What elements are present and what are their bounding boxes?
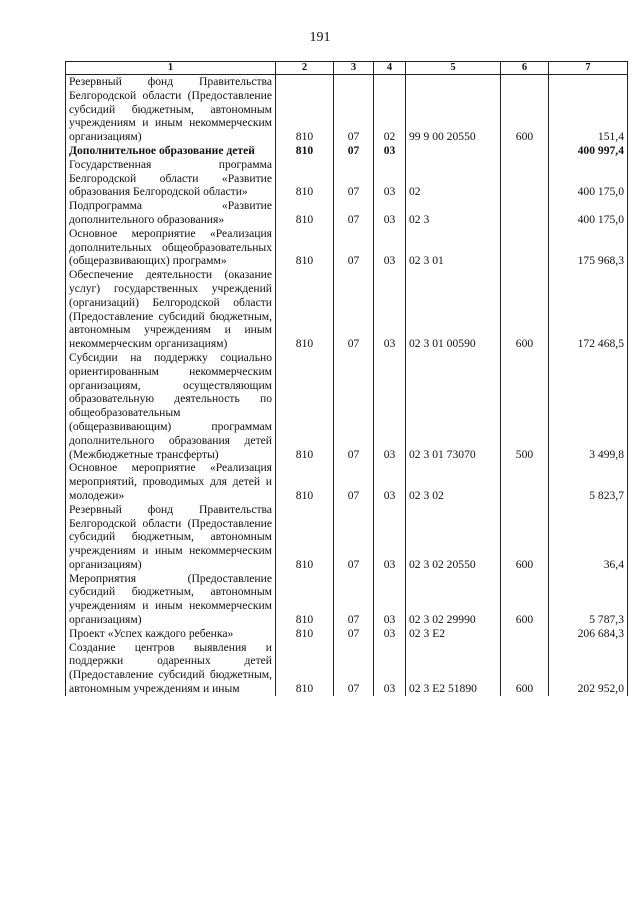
row-name: Обеспечение деятельности (оказание услуг) государственных учреждений (организаций) Белгородской области (Предоставление субсидий бюджетным, автономным учреждениям и иным некоммерческим организациям) <box>66 268 276 351</box>
row-target-code: 02 <box>406 158 501 199</box>
row-subsection: 03 <box>374 572 406 627</box>
row-expense-type <box>501 144 549 158</box>
budget-table <box>65 61 628 696</box>
row-amount: 5 787,3 <box>549 572 628 627</box>
row-amount: 400 175,0 <box>549 158 628 199</box>
row-subsection: 03 <box>374 158 406 199</box>
row-amount: 400 997,4 <box>549 144 628 158</box>
row-name: Резервный фонд Правительства Белгородской области (Предоставление субсидий бюджетным, автономным учреждениям и иным некоммерческим организациям) <box>66 503 276 572</box>
page-number: 191 <box>309 30 331 45</box>
row-admin-code: 810 <box>276 351 334 461</box>
row-name: Создание центров выявления и поддержки одаренных детей (Предоставление субсидий бюджетным, автономным учреждениям и иным <box>66 641 276 696</box>
row-expense-type <box>501 158 549 199</box>
row-section: 07 <box>334 268 374 351</box>
row-subsection: 03 <box>374 199 406 227</box>
row-amount: 202 952,0 <box>549 641 628 696</box>
row-name: Государственная программа Белгородской области «Развитие образования Белгородской области» <box>66 158 276 199</box>
row-section: 07 <box>334 158 374 199</box>
row-subsection: 03 <box>374 268 406 351</box>
row-name: Основное мероприятие «Реализация дополнительных общеобразовательных (общеразвивающих) программ» <box>66 227 276 268</box>
row-subsection: 03 <box>374 503 406 572</box>
row-amount: 175 968,3 <box>549 227 628 268</box>
row-admin-code: 810 <box>276 627 334 641</box>
row-amount: 206 684,3 <box>549 627 628 641</box>
row-subsection: 02 <box>374 75 406 144</box>
row-expense-type <box>501 199 549 227</box>
table-row <box>66 268 628 351</box>
row-target-code: 02 3 01 <box>406 227 501 268</box>
table-row <box>66 158 628 199</box>
table-row <box>66 627 628 641</box>
row-amount: 5 823,7 <box>549 461 628 502</box>
row-amount: 151,4 <box>549 75 628 144</box>
row-name: Основное мероприятие «Реализация мероприятий, проводимых для детей и молодежи» <box>66 461 276 502</box>
row-name: Резервный фонд Правительства Белгородской области (Предоставление субсидий бюджетным, автономным учреждениям и иным некоммерческим организациям) <box>66 75 276 144</box>
row-subsection: 03 <box>374 641 406 696</box>
row-target-code: 02 3 E2 <box>406 627 501 641</box>
row-admin-code: 810 <box>276 227 334 268</box>
row-expense-type: 600 <box>501 75 549 144</box>
row-admin-code: 810 <box>276 158 334 199</box>
row-target-code: 02 3 <box>406 199 501 227</box>
row-admin-code: 810 <box>276 641 334 696</box>
column-header: 7 <box>549 62 628 75</box>
row-expense-type: 600 <box>501 572 549 627</box>
row-target-code: 02 3 02 20550 <box>406 503 501 572</box>
row-section: 07 <box>334 75 374 144</box>
table-row <box>66 144 628 158</box>
row-admin-code: 810 <box>276 268 334 351</box>
column-header: 4 <box>374 62 406 75</box>
row-target-code: 02 3 02 <box>406 461 501 502</box>
column-header: 6 <box>501 62 549 75</box>
row-admin-code: 810 <box>276 503 334 572</box>
row-name: Субсидии на поддержку социально ориентированным некоммерческим организациям, осуществляющим образовательную деятельность по общеобразовательным (общеразвивающим) программам дополнительного образования детей (Межбюджетные трансферты) <box>66 351 276 461</box>
row-admin-code: 810 <box>276 461 334 502</box>
column-header: 2 <box>276 62 334 75</box>
column-header: 5 <box>406 62 501 75</box>
row-target-code: 02 3 01 00590 <box>406 268 501 351</box>
row-admin-code: 810 <box>276 572 334 627</box>
row-subsection: 03 <box>374 227 406 268</box>
row-admin-code: 810 <box>276 144 334 158</box>
row-admin-code: 810 <box>276 75 334 144</box>
row-section: 07 <box>334 503 374 572</box>
row-target-code <box>406 144 501 158</box>
row-target-code: 99 9 00 20550 <box>406 75 501 144</box>
row-subsection: 03 <box>374 627 406 641</box>
row-section: 07 <box>334 572 374 627</box>
row-expense-type <box>501 461 549 502</box>
row-expense-type: 500 <box>501 351 549 461</box>
row-section: 07 <box>334 199 374 227</box>
row-target-code: 02 3 E2 51890 <box>406 641 501 696</box>
table-row <box>66 351 628 461</box>
row-section: 07 <box>334 461 374 502</box>
row-name: Дополнительное образование детей <box>66 144 276 158</box>
row-target-code: 02 3 02 29990 <box>406 572 501 627</box>
table-row <box>66 461 628 502</box>
row-amount: 36,4 <box>549 503 628 572</box>
row-subsection: 03 <box>374 461 406 502</box>
row-expense-type <box>501 227 549 268</box>
table-row <box>66 503 628 572</box>
row-expense-type <box>501 627 549 641</box>
row-section: 07 <box>334 627 374 641</box>
table-row <box>66 572 628 627</box>
row-expense-type: 600 <box>501 641 549 696</box>
column-header: 1 <box>66 62 276 75</box>
row-section: 07 <box>334 351 374 461</box>
row-expense-type: 600 <box>501 268 549 351</box>
table-row <box>66 199 628 227</box>
table-row <box>66 75 628 144</box>
row-section: 07 <box>334 144 374 158</box>
table-row <box>66 641 628 696</box>
row-subsection: 03 <box>374 351 406 461</box>
row-name: Мероприятия (Предоставление субсидий бюджетным, автономным учреждениям и иным некоммерческим организациям) <box>66 572 276 627</box>
row-section: 07 <box>334 641 374 696</box>
row-expense-type: 600 <box>501 503 549 572</box>
table-header-row <box>66 62 628 75</box>
row-section: 07 <box>334 227 374 268</box>
row-admin-code: 810 <box>276 199 334 227</box>
row-amount: 172 468,5 <box>549 268 628 351</box>
column-header: 3 <box>334 62 374 75</box>
row-amount: 400 175,0 <box>549 199 628 227</box>
row-target-code: 02 3 01 73070 <box>406 351 501 461</box>
row-name: Проект «Успех каждого ребенка» <box>66 627 276 641</box>
row-subsection: 03 <box>374 144 406 158</box>
row-amount: 3 499,8 <box>549 351 628 461</box>
table-row <box>66 227 628 268</box>
row-name: Подпрограмма «Развитие дополнительного образования» <box>66 199 276 227</box>
